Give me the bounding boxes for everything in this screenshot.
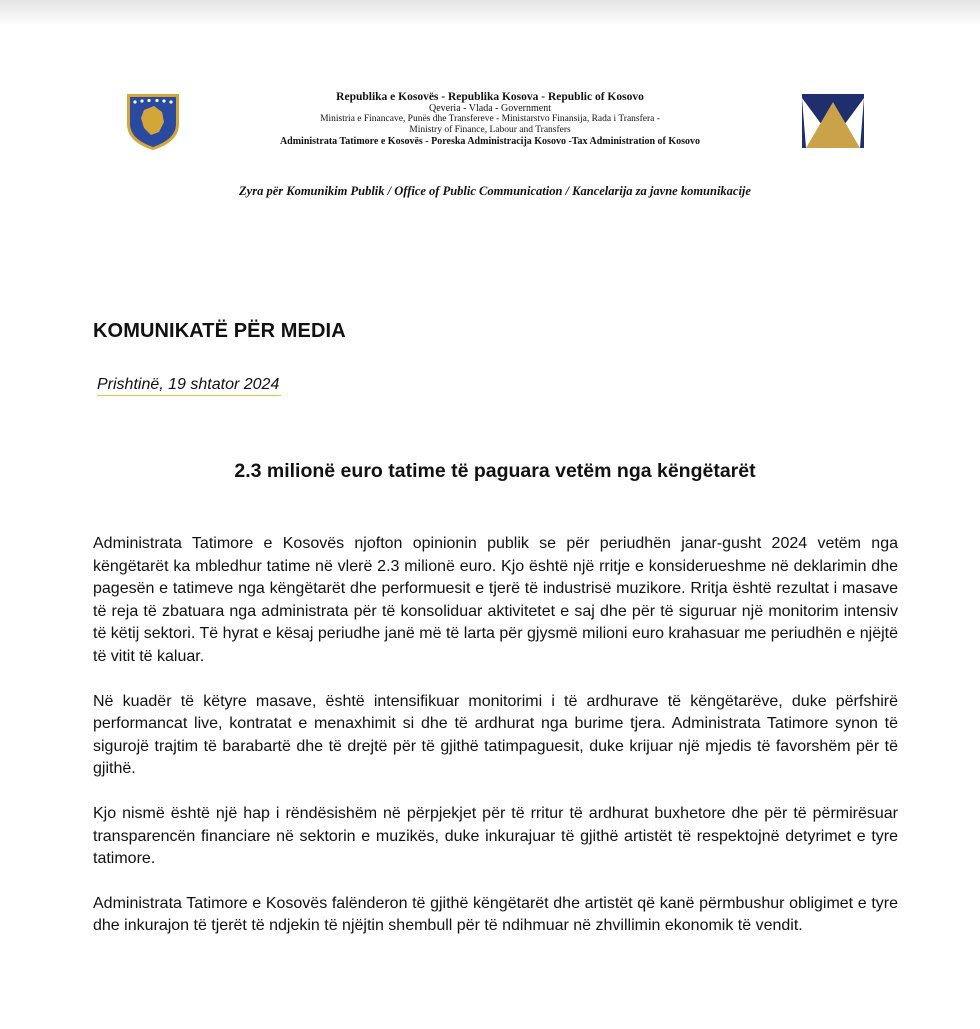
body-paragraph: Administrata Tatimore e Kosovës njofton opinionin publik se për periudhën janar-gusht 2024 vetëm nga këngëtarët ka mbledhur tatime në vlerë 2.3 milionë euro. Kjo është një rritje e konsiderueshme në deklarimin dhe pagesën e tatimeve nga këngëtarët dhe performuesit e tjerë të industrisë muzikore. Rritja është rezultat i masave të reja të zbatuara nga administrata për të konsoliduar aktivitetet e saj dhe për të siguruar një monitorim intensiv të këtij sektori. Të hyrat e kësaj periudhe janë më të larta për gjysmë milioni euro krahasuar me periudhën e njëjtë të vitit të kaluar. — [93, 535, 898, 665]
body-paragraph: Në kuadër të këtyre masave, është intensifikuar monitorimi i të ardhurave të këngëtarëve, duke përfshirë performancat live, kontratat e menaxhimit si dhe të ardhurat nga burime tjera. Administrata Tatimore synon të sigurojë trajtim të barabartë dhe të drejtë për të gjithë tatimpaguesit, duke krijuar një mjedis të favorshëm për të gjithë. — [93, 692, 898, 778]
header-line-republic: Republika e Kosovës - Republika Kosova - Republic of Kosovo — [336, 91, 644, 103]
body-paragraph: Kjo nismë është një hap i rëndësishëm në përpjekjet për të rritur të ardhurat buxhetore dhe për të përmirësuar transparencën financiare në sektorin e muzikës, duke inkurajuar të gjithë artistët të respektojnë detyrimet e tyre tatimore. — [93, 804, 898, 868]
document-title: KOMUNIKATË PËR MEDIA — [93, 320, 346, 342]
body-paragraph: Administrata Tatimore e Kosovës falënderon të gjithë këngëtarët dhe artistët që kanë përmbushur obligimet e tyre dhe inkurajon të tjerët të ndjekin të njëjtin shembull për të ndihmuar në zhvillimin ekonomik të vendit. — [93, 894, 898, 935]
office-of-public-communication: Zyra për Komunikim Publik / Office of Public Communication / Kancelarija za javne komunikacije — [239, 184, 751, 198]
document-date: Prishtinë, 19 shtator 2024 — [97, 376, 281, 396]
press-release-body — [93, 533, 898, 960]
header-line-government: Qeveria - Vlada - Government — [429, 103, 551, 114]
kosovo-coat-of-arms-icon — [124, 90, 182, 152]
header-line-ministry: Ministria e Financave, Punës dhe Transfereve - Ministarstvo Finansija, Rada i Transfera - — [320, 114, 660, 124]
letterhead — [0, 0, 980, 210]
tax-administration-logo-icon — [802, 94, 864, 148]
press-release-headline: 2.3 milionë euro tatime të paguara vetëm nga këngëtarët — [234, 460, 756, 482]
header-line-ministry-en: Ministry of Finance, Labour and Transfers — [409, 125, 571, 135]
letterhead-text — [190, 92, 790, 147]
header-line-tax-admin: Administrata Tatimore e Kosovës - Poreska Administracija Kosovo -Tax Administration of Kosovo — [279, 136, 701, 147]
